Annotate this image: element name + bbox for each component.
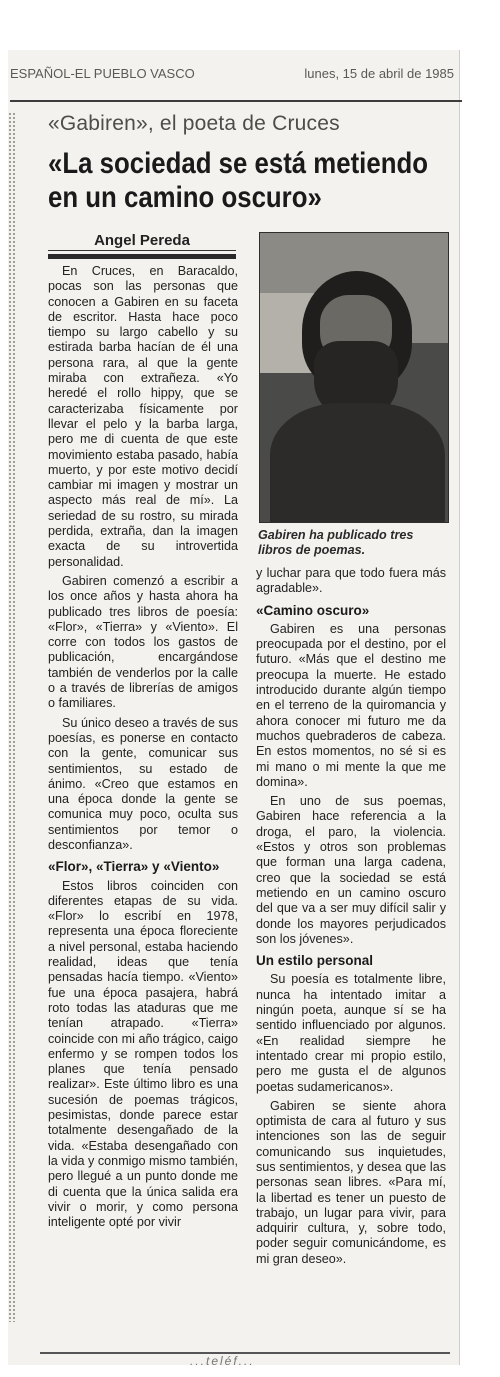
article-kicker: «Gabiren», el poeta de Cruces <box>48 112 340 135</box>
body-paragraph: y luchar para que todo fuera más agradable». <box>256 566 446 596</box>
section-subheading: «Camino oscuro» <box>256 602 370 618</box>
next-article-strip: ...teléf... <box>40 1352 450 1366</box>
publication-date: lunes, 15 de abril de 1985 <box>304 66 454 81</box>
right-text-column <box>256 566 446 1271</box>
body-paragraph: En uno de sus poemas, Gabiren hace referencia a la droga, el paro, la violencia. «Estos y otros son problemas que forman una larga cadena, creo que la sociedad se está metiendo en un camino oscuro del que va a ser muy difícil salir y donde los mayores perjudicados son los jóvenes». <box>256 794 446 946</box>
torn-edge <box>8 112 16 1322</box>
body-paragraph: Gabiren es una personas preocupada por el destino, por el futuro. «Más que el destino me preocupa la muerte. He estado introducido durante algún tiempo en el terreno de la quiromancia y ahora conocer mi futuro me da muchos quebraderos de cabeza. En estos momentos, no sé si es mi mano o mi mente la que me domina». <box>256 621 446 789</box>
body-paragraph: Gabiren comenzó a escribir a los once años y hasta ahora ha publicado tres libros de poesía: «Flor», «Tierra» y «Viento». El corre con todos los gastos de publicación, encargándose también de venderlos por la calle o a través de librerías de amigos o familiares. <box>48 573 238 711</box>
byline-block <box>48 232 236 259</box>
article-headline: «La sociedad se está metiendo en un camino oscuro» <box>48 147 428 214</box>
body-paragraph: Gabiren se siente ahora optimista de cara al futuro y sus intenciones son las de seguir comunicando sus inquietudes, sus sentimientos, y desea que las personas sean libres. «Para mí, la libertad es tener un puesto de trabajo, un lugar para vivir, para adquirir cultura, y, sobre todo, poder seguir comunicándome, es mi gran deseo». <box>256 1098 446 1266</box>
masthead <box>10 66 454 81</box>
photo-body <box>270 403 445 523</box>
body-paragraph: Su único deseo a través de sus poesías, es ponerse en contacto con la gente, comunicar sus sentimientos, su estado de ánimo. «Creo que estamos en una época donde la gente se comunica muy poco, oculta sus sentimientos por temor o desconfianza». <box>48 715 238 852</box>
body-paragraph: En Cruces, en Baracaldo, pocas son las personas que conocen a Gabiren en su faceta de escritor. Hasta hace poco tiempo su largo cabello y su estirada barba hacían de él una persona rara, al que la gente miraba con extrañeza. «Yo heredé el rollo hippy, que se caracterizaba físicamente por llevar el pelo y la barba larga, pero me di cuenta de que este movimiento estaba pasado, había muerto, y por este motivo decidí cambiar mi imagen y mostrar un aspecto más real de mí». La seriedad de su rostro, su mirada perdida, extraña, dan la imagen exacta de su introvertida personalidad. <box>48 264 238 569</box>
byline-rule <box>48 254 236 259</box>
portrait-photo <box>259 232 449 523</box>
body-paragraph: Su poesía es totalmente libre, nunca ha intentado imitar a ningún poeta, aunque sí se ha sentido influenciado por algunos. «En realidad siempre he intentado crear mi propio estilo, pero me gusta el de algunos poetas sudamericanos». <box>256 972 446 1094</box>
photo-caption: Gabiren ha publicado tres libros de poemas. <box>258 528 414 557</box>
section-subheading: «Flor», «Tierra» y «Viento» <box>48 859 220 875</box>
newspaper-name: ESPAÑOL-EL PUEBLO VASCO <box>10 66 195 81</box>
body-paragraph: Estos libros coinciden con diferentes etapas de su vida. «Flor» lo escribí en 1978, representa una época floreciente a nivel personal, estaba haciendo realidad, ideas que tenía pensadas hacía tiempo. «Viento» fue una época pasajera, habrá roto todas las ataduras que me tenían atrapado. «Tierra» coincide con mi año trágico, caigo enfermo y se rompen todos los planes que tenía pensado realizar». Este último libro es una sucesión de poemas trágicos, pesimistas, donde parece estar totalmente desengañado de la vida. «Estaba desengañado con la vida y conmigo mismo también, pero llegué a un punto donde me di cuenta que la única salida era vivir o morir, y como persona inteligente opté por vivir <box>48 878 238 1230</box>
section-subheading: Un estilo personal <box>256 953 374 969</box>
author-byline: Angel Pereda <box>48 232 236 251</box>
masthead-rule <box>10 100 462 102</box>
left-text-column <box>48 264 238 1234</box>
